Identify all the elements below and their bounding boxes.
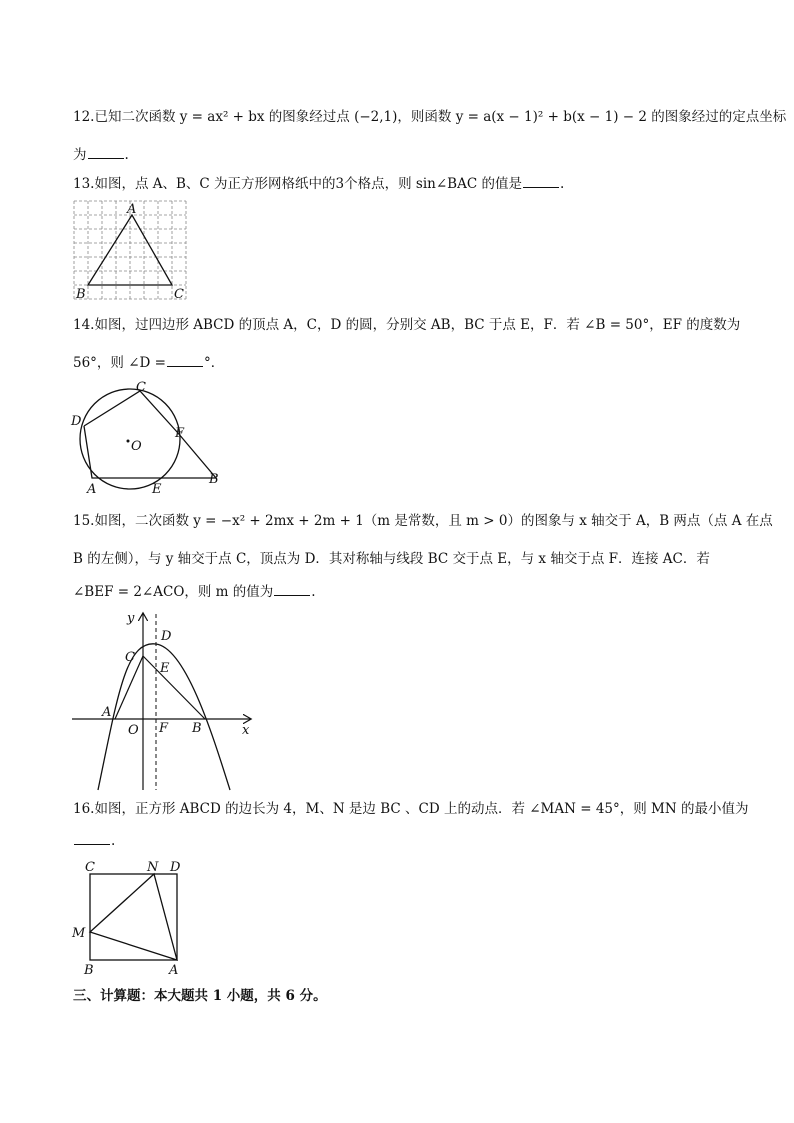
figure-13-grid-triangle [70,199,194,303]
label-E: E [160,661,170,676]
problem-13-prefix: 13.如图，点 A、B、C 为正方形网格纸中的3个格点，则 sin∠BAC 的值是 [73,176,522,192]
answer-blank-12[interactable] [88,144,124,159]
figure-16-square [70,855,188,977]
square-abcd [90,874,177,960]
center-point [127,440,130,443]
label-F: F [159,721,169,736]
problem-14-prefix: 56°，则 ∠D = [73,355,166,371]
label-C: C [136,380,146,395]
quadrilateral-abcd [84,391,216,478]
label-O: O [131,439,142,454]
figure-15-parabola [68,608,258,792]
section-3-heading: 三、计算题：本大题共 1 小题，共 6 分。 [73,988,327,1004]
label-E: E [152,482,162,497]
problem-14-line2 [73,352,224,373]
label-F: F [175,426,185,441]
problem-15-prefix: ∠BEF = 2∠ACO，则 m 的值为 [73,584,274,600]
label-B: B [84,963,94,978]
label-D: D [71,414,82,429]
label-C: C [85,860,95,875]
problem-16-line2 [73,830,115,851]
problem-16-line1: 16.如图，正方形 ABCD 的边长为 4，M、N 是边 BC 、CD 上的动点．若 ∠MAN = 45°，则 MN 的最小值为 [73,801,749,817]
label-C: C [125,650,135,665]
answer-blank-16[interactable] [74,830,110,845]
label-A: A [169,963,179,978]
label-A: A [127,202,137,217]
problem-14-line1: 14.如图，过四边形 ABCD 的顶点 A，C，D 的圆，分别交 AB，BC 于点 E，F．若 ∠B = 50°，EF 的度数为 [73,317,741,333]
label-N: N [147,860,159,875]
label-y: y [127,611,135,626]
label-D: D [161,629,172,644]
label-x: x [242,723,250,738]
segment-cb [143,656,205,719]
label-D: D [170,860,181,875]
problem-12-suffix: . [124,147,129,163]
answer-blank-15[interactable] [274,581,310,596]
label-A: A [102,705,112,720]
label-M: M [72,926,86,941]
triangle-abc [88,215,172,285]
label-B: B [209,472,219,487]
problem-15-suffix: . [311,584,316,600]
answer-blank-13[interactable] [523,173,559,188]
label-O: O [128,723,139,738]
figure-14-circle-quadrilateral [68,380,228,496]
problem-12-prefix: 为 [73,147,87,163]
problem-12-line1: 12.已知二次函数 y = ax² + bx 的图象经过点 (−2,1)，则函数 y = a(x − 1)² + b(x − 1) − 2 的图象经过的定点坐标 [73,109,787,125]
problem-15-line3 [73,581,316,602]
label-A: A [87,482,97,497]
problem-12-line2 [73,144,129,165]
label-C: C [174,287,184,302]
problem-14-suffix: °． [203,355,225,371]
answer-blank-14[interactable] [167,352,203,367]
problem-15-line2: B 的左侧），与 y 轴交于点 C，顶点为 D．其对称轴与线段 BC 交于点 E，与 x 轴交于点 F．连接 AC．若 [73,551,710,567]
problem-13-suffix: . [559,176,565,192]
problem-13-text [73,173,564,194]
circle-o [80,389,180,489]
problem-15-line1: 15.如图，二次函数 y = −x² + 2mx + 2m + 1（m 是常数，且 m > 0）的图象与 x 轴交于 A，B 两点（点 A 在点 [73,513,773,529]
triangle-amn [90,874,177,960]
problem-16-suffix: . [111,833,116,849]
label-B: B [76,287,86,302]
label-B: B [192,721,202,736]
